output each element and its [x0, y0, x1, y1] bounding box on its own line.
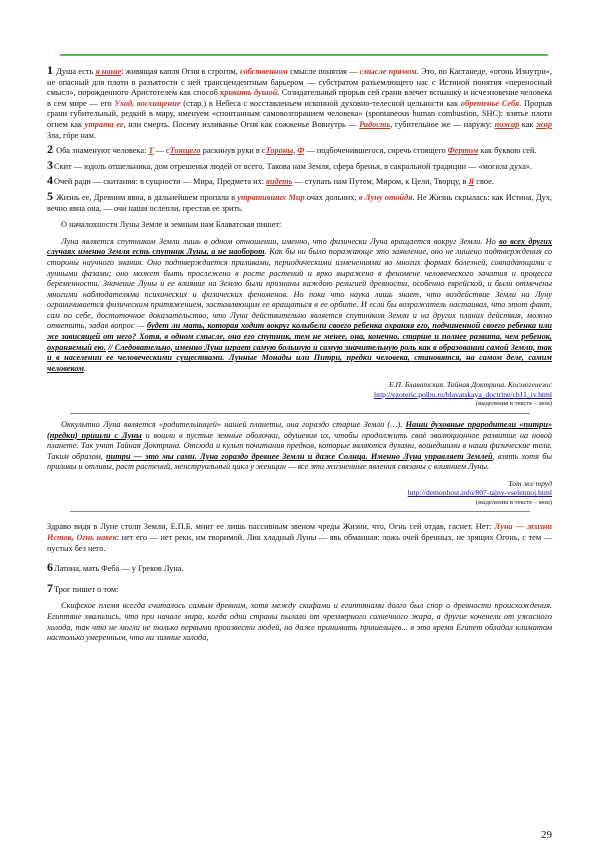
- footnote-2: 2 Оба знаменуют человека: Т — сТоящего раскинув руки в сТороны, Ф — подбоченившегося, сиречь стоящего Фертом как буквою сей.: [47, 142, 537, 157]
- paragraph-after-quotes: Здраво видя в Луне столп Земли, Е.П.Б. мнит ее лишь пассивным звеном чреды Жизни, что, Огнь сей отдав, гаснет. Нет: Луна — жизни Исток, Огнь навек: нет его — нет реки, им творимой. Лик хладный Луны — явь обманная: ложь очей бренных, не зрящих Огонь, с тем — пустых без него.: [47, 522, 552, 553]
- footnote-1: 1 Душа есть я наше: живящая капля Огня в строгом, собственном смысле понятия — смысле прямом. Это, по Кастанеде, «огонь Изнутри», не опасный для плоти в разъятости с ней трансцендентным барьером — субстратом разъемлющего нас с Истиной понятия «переносный смысл», порожденного Аристотелем как способ кривить душой. Созидательный прорыв сей грани влечет вспышку и исчезновение человека в сем мире — его Уход, восхищение (стар.) в Небеса с восставленьем исконной духовно-телесной цельности как обретенье Себя. Прорыв грани губительный, редкий в миру, именуем «спонтанным самовозгоранием человека» (spontaneous human combustion, SHC): взятье плоти огнем как утрата ее, или смерть. Посему изливанье Огня как сожженье Вовнутрь — Радость, губительное же — наружу: пожар как жор Зла, гóре нам.: [47, 63, 552, 140]
- top-rule: [60, 54, 548, 56]
- footnote-6: 6Латона, мать Феба — у Греков Луна.: [47, 560, 184, 575]
- quote-trog: Скифское племя всегда считалось самым древним, хотя между скифами и египтянами долго был спор о древности происхождения. Египтяне хвалились, что при начале мира, когда одни страны пылали от чрезмерного солнечного жара, а другие коченели от ужасного холода, так что не могли не только первыми произвести людей, но даже принимать пришельцев... в это время Египет обладал климатом настолько умеренным, что ни зимние холода,: [47, 601, 552, 643]
- citation-1: [47, 380, 552, 409]
- page-body: [47, 62, 552, 644]
- footnote-number: 7: [47, 580, 53, 595]
- citation-author: Тот же труд: [508, 478, 552, 488]
- citation-note: (выделения в тексте – мои): [475, 498, 552, 506]
- footnote-number: 6: [47, 560, 53, 575]
- intro-blavatsky: О началохности Луны Земле и земным нам Блаватская пишет:: [61, 220, 282, 230]
- footnote-number: 1: [47, 63, 53, 77]
- citation-author: Е.П. Блаватская. Тайная Доктрина. Космогенезис: [389, 380, 552, 390]
- separator: [70, 511, 530, 512]
- citation-link[interactable]: http://demonhost.info/807-tajny-vselennoj.html: [407, 488, 552, 498]
- citation-link[interactable]: http://ezoteric.polbu.ru/blavatskaya_doctrine/ch11_iv.html: [374, 389, 552, 399]
- footnote-number: 5: [47, 188, 53, 203]
- page-number: 29: [541, 829, 552, 841]
- footnote-number: 4: [47, 173, 53, 188]
- citation-note: (выделения в тексте – мои): [475, 400, 552, 408]
- separator: [70, 413, 530, 414]
- footnote-7: 7Трог пишет о том:: [47, 580, 119, 595]
- quote-blavatsky: Луна является спутником Земли лишь в одном отношении, именно, что физически Луна вращается вокруг Земли. Но во всех других случаях именно Земля есть спутник Луны, а не наоборот. Как бы ни было поражающе это заявление, оно не лишено подтверждения со стороны научного знания. Оно подтверждается приливами, периодическими изменениями во многих формах болезней, совпадающими с лунными фазами; оно может быть прослежено в росте растений и ярко выражено в феномене человеческого зачатия и процесса беременности. Значение Луны и ее влияние на Землю были признаны каждою религией древности, особенно еврейской, и были отмечены многими наблюдателями психических и физических феноменов. Но пока что наука лишь знает, что воздействие Земли на Луну ограничивается физическим притяжением, заставляющим ее вращаться в ее орбите. И если бы возражатель настаивал, что этот факт, сам по себе, достаточное доказательство, что Луна действительно является спутником Земли и на других планах действия, можно ответить, задав вопрос — будет ли мать, которая ходит вокруг колыбели своего ребенка охраняя его, подчиненной своего ребенка или же зависящей от него? Хотя, в одном смысле, она его спутник, тем не менее, она, конечно, старше и полнее развита, чем ребенок, охраняемый ею. // Следовательно, именно Луна играет самую большую и самую значительную роль как в образовании самой Земли, так и в населении ее человеческими существами. Лунные Монады или Питри, предки человека, становятся, на самом деле, самим человеком.: [47, 236, 553, 373]
- footnote-number: 2: [47, 142, 53, 157]
- footnote-number: 3: [47, 157, 53, 172]
- footnote-5: 5 Жизнь ее, Древним явна, в дальнейшем пропала в утративших Мир очах дольних, в Луну отойдя. Не Жизнь скрылась: как Истина, Дух, вечно явна она, — очи наши ослепли, престав ее зрить.: [47, 188, 552, 213]
- citation-2: [47, 479, 552, 508]
- quote-occult-moon: Оккультно Луна является «родительницей» нашей планеты, она гораздо старше Земли (…). Наши духовные прародители «питри» (предки) пришли с Луны и вошли в пустые земные оболочки, одушевив их, чтобы продолжить своё эволюционное развитие на новой планете. Так учит Тайная Доктрина. Отсюда и культ почитания предков, которые являются духами, вошедшими в наши физические тела. Таким образом, питри — это мы сами. Луна гораздо древнее Земли и даже Солнца. Именно Луна управляет Землей, взять хотя бы приливы и отливы, рост растений, менструальный цикл у женщин — все эти жизненные явления связаны с влиянием Луны.: [47, 419, 552, 472]
- footnote-3: 3Скит — юдоль отшельника, дом отрешенья людей от всего. Такова нам Земля, сфера бренья, в сакральной традиции — «могила духа».: [47, 157, 533, 172]
- footnote-4: 4Очей ради — скитания: в сущности — Мира, Предмета их: видеть — ступать нам Путем, Миром, к Цели, Творцу, в Я свое.: [47, 173, 494, 188]
